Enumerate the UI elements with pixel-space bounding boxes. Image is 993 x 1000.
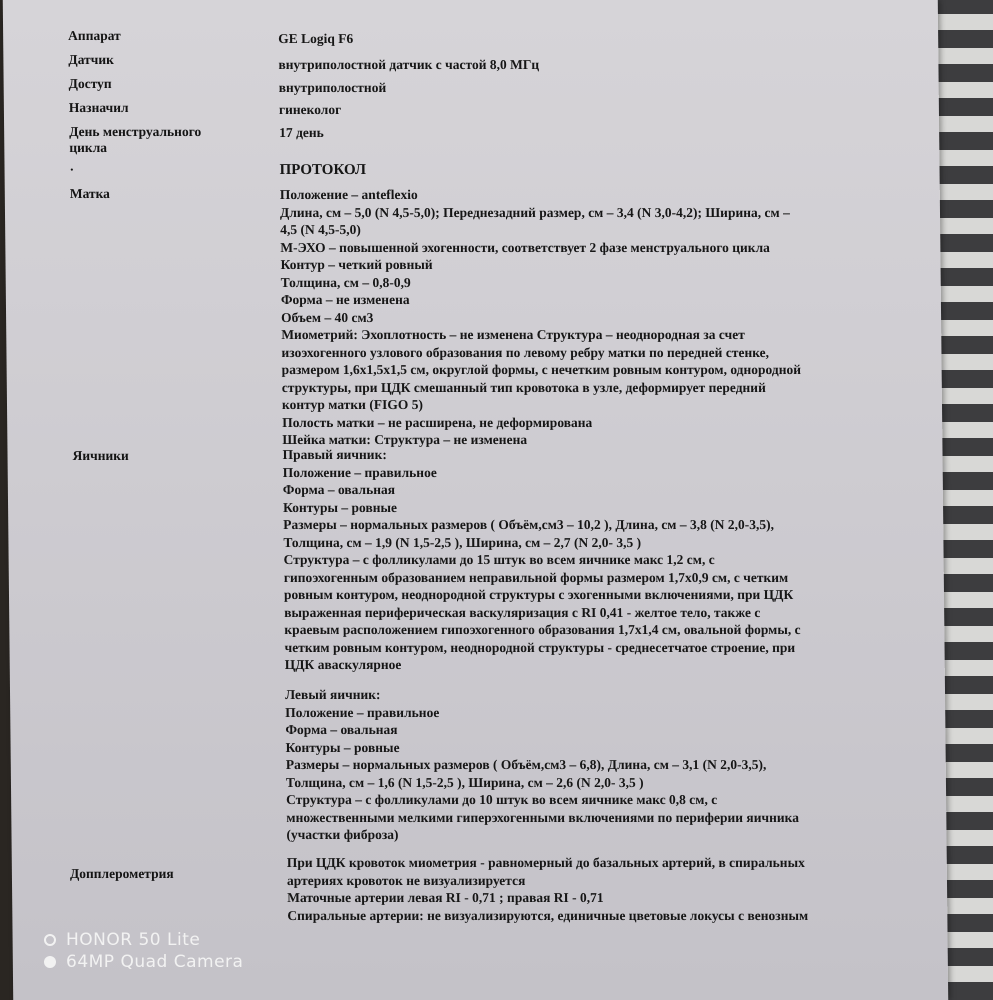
- doppler-line: артериях кровоток не визуализируется: [286, 872, 526, 888]
- label-sensor: Датчик: [68, 52, 114, 67]
- dot-icon: [44, 956, 56, 968]
- left-ovary-line: Форма – овальная: [285, 722, 398, 737]
- label-access: Доступ: [68, 76, 112, 91]
- label-apparatus: Аппарат: [68, 28, 121, 43]
- left-ovary-line: (участки фиброза): [286, 827, 399, 842]
- label-uterus: Матка: [69, 186, 110, 201]
- right-ovary-line: Структура – с фолликулами до 15 штук во всем яичнике макс 1,2 см, с: [283, 552, 715, 567]
- value-cycle-day: 17 день: [279, 125, 324, 140]
- uterus-line: Полость матки – не расширена, не деформирована: [282, 414, 593, 430]
- ultrasound-report-paper: [3, 0, 948, 1000]
- left-ovary-line: множественными мелкими гиперэхогенными включениями по периферии яичника: [286, 809, 800, 825]
- left-ovary-section: [285, 686, 907, 844]
- uterus-line: структуры, при ЦДК смешанный тип кровотока в узле, деформирует передний: [281, 379, 766, 395]
- camera-watermark-model: HONOR 50 Lite: [44, 930, 200, 950]
- uterus-line: изоэхогенного узлового образования по левому ребру матки по передней стенке,: [281, 344, 770, 360]
- uterus-line: Длина, см – 5,0 (N 4,5-5,0); Переднезадний размер, см – 3,4 (N 3,0-4,2); Ширина, см –: [279, 204, 790, 220]
- right-ovary-line: ровным контуром, неоднородной структуры с эхогенными включениями, при ЦДК: [283, 587, 794, 602]
- protocol-title: ПРОТОКОЛ: [279, 162, 367, 178]
- value-sensor: внутриполостной датчик с частой 8,0 МГц: [278, 57, 540, 72]
- label-dopplerometry: Допплерометрия: [69, 866, 174, 881]
- left-ovary-line: Левый яичник:: [284, 687, 381, 702]
- uterus-line: 4,5 (N 4,5-5,0): [280, 222, 361, 237]
- protocol-bullet: ·: [69, 162, 75, 177]
- right-ovary-line: краевым расположением гипоэхогенного образования 1,7х1,4 см, овальной формы, с: [284, 622, 801, 637]
- ring-icon: [44, 934, 56, 946]
- value-apparatus: GE Logiq F6: [278, 31, 354, 46]
- right-ovary-line: ЦДК аваскулярное: [284, 657, 402, 672]
- right-ovary-line: Форма – овальная: [282, 482, 396, 497]
- right-ovary-line: четким ровным контуром, неоднородной структуры - среднесетчатое строение, при: [284, 639, 796, 655]
- uterus-line: М-ЭХО – повышенной эхогенности, соответствует 2 фазе менструального цикла: [280, 239, 770, 255]
- doppler-line: Спиральные артерии: не визуализируются, единичные цветовые локусы с венозным: [287, 907, 809, 923]
- right-ovary-line: гипоэхогенным образованием неправильной формы размером 1,7х0,9 см, с четким: [283, 569, 789, 585]
- uterus-line: Контур – четкий ровный: [280, 257, 433, 272]
- right-ovary-line: Размеры – нормальных размеров ( Объём,см3 – 10,2 ), Длина, см – 3,8 (N 2,0-3,5),: [283, 517, 775, 532]
- uterus-line: Миометрий: Эхоплотность – не изменена Структура – неоднородная за счет: [281, 327, 745, 342]
- right-ovary-line: Толщина, см – 1,9 (N 1,5-2,5 ), Ширина, см – 2,7 (N 2,0- 3,5 ): [283, 534, 642, 550]
- right-ovary-line: Положение – правильное: [282, 464, 437, 480]
- doppler-line: Маточные артерии левая RI - 0,71 ; правая RI - 0,71: [287, 890, 604, 905]
- doppler-line: При ЦДК кровоток миометрия - равномерный до базальных артерий, в спиральных: [286, 855, 805, 870]
- uterus-line: Форма – не изменена: [280, 292, 410, 307]
- left-ovary-line: Положение – правильное: [285, 704, 440, 720]
- left-ovary-line: Структура – с фолликулами до 10 штук во всем яичнике макс 0,8 см, с: [286, 792, 718, 807]
- label-referred-by: Назначил: [68, 100, 129, 115]
- uterus-line: размером 1,6х1,5х1,5 см, округлой формы, с нечетким ровным контуром, однородной: [281, 362, 802, 377]
- camera-watermark-camera: 64MP Quad Camera: [44, 952, 243, 972]
- left-ovary-line: Толщина, см – 1,6 (N 1,5-2,5 ), Ширина, см – 2,6 (N 2,0- 3,5 ): [285, 774, 644, 790]
- left-ovary-line: Размеры – нормальных размеров ( Объём,см3 – 6,8), Длина, см – 3,1 (N 2,0-3,5),: [285, 757, 767, 772]
- doppler-section: [287, 854, 908, 924]
- uterus-line: контур матки (FIGO 5): [281, 397, 423, 412]
- uterus-line: Положение – anteflexio: [279, 187, 418, 202]
- right-ovary-line: Правый яичник:: [282, 447, 387, 462]
- right-ovary-line: Контуры – ровные: [282, 499, 398, 515]
- right-ovary-section: [282, 446, 904, 674]
- label-ovaries: Яичники: [72, 448, 129, 463]
- label-cycle-day: День менструального цикла: [69, 124, 202, 155]
- uterus-line: Объем – 40 см3: [281, 309, 374, 325]
- uterus-line: Шейка матки: Структура – не изменена: [282, 432, 528, 447]
- left-ovary-line: Контуры – ровные: [285, 739, 400, 755]
- uterus-section: [280, 186, 903, 449]
- value-referred-by: гинеколог: [278, 102, 342, 117]
- value-access: внутриполостной: [278, 80, 387, 95]
- right-ovary-line: выраженная периферическая васкуляризация с RI 0,41 - желтое тело, также с: [284, 604, 761, 620]
- uterus-line: Толщина, см – 0,8-0,9: [280, 274, 411, 290]
